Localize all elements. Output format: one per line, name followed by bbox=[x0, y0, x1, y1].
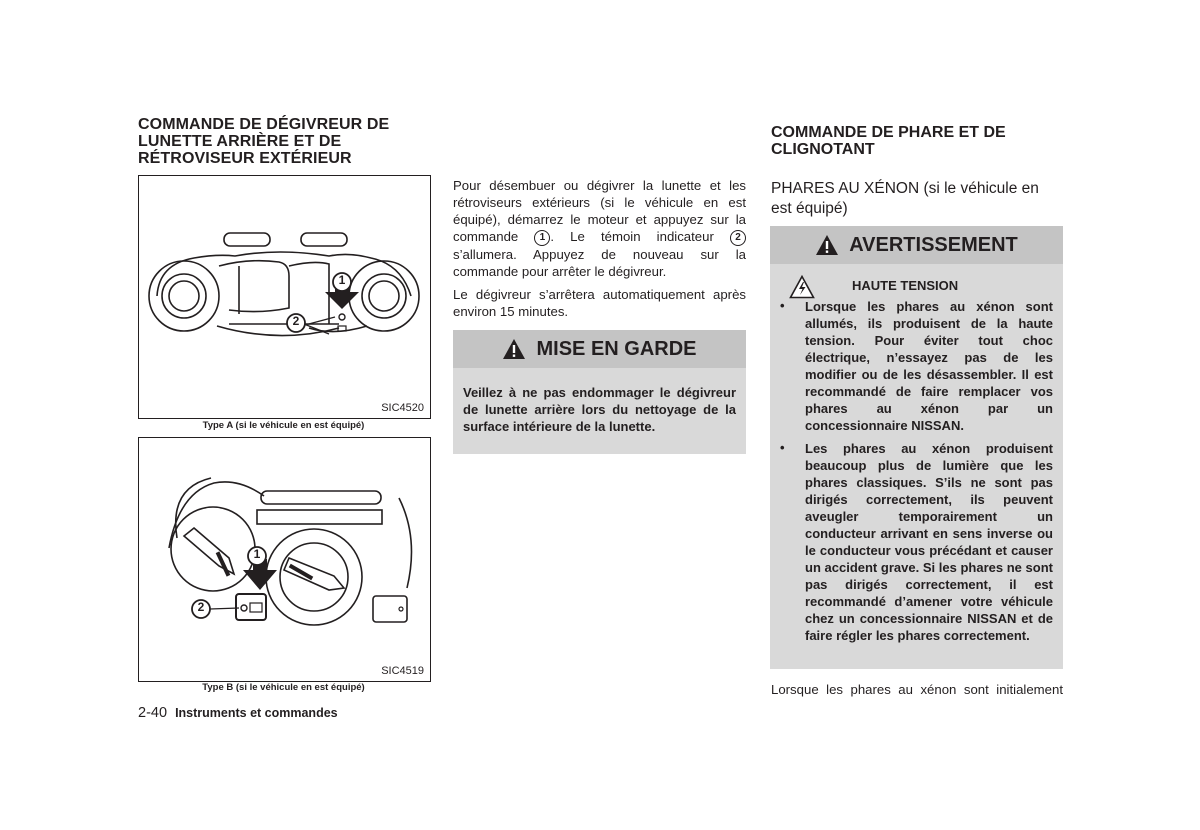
warning-banner bbox=[770, 226, 1063, 264]
instruction-text-2: . Le témoin indicateur bbox=[550, 229, 714, 244]
figure-code: SIC4520 bbox=[381, 402, 424, 414]
callout-ref-2: 2 bbox=[730, 230, 746, 246]
warning-triangle-icon bbox=[815, 234, 839, 256]
section-name: Instruments et commandes bbox=[175, 706, 338, 720]
control-panel-type-b-illustration bbox=[139, 438, 430, 681]
left-heading-line-2: LUNETTE ARRIÈRE ET DE bbox=[138, 133, 342, 150]
figure-type-b bbox=[138, 437, 431, 682]
high-voltage-label: HAUTE TENSION bbox=[852, 278, 959, 293]
figure-b-caption: Type B (si le véhicule en est équipé) bbox=[202, 682, 365, 693]
page-footer bbox=[138, 705, 338, 721]
warning-box bbox=[770, 226, 1063, 669]
instruction-text-3: s’allumera. Appuyez de nouveau sur la commande pour arrêter le dégivreur. bbox=[453, 247, 746, 279]
warning-bullet-1: Lorsque les phares au xénon sont allumés, ils produisent de la haute tension. Pour éviter tout choc électrique, n’essayez pas de les modifier ou de les désassembler. Il est recommandé de faire remplacer vos phares au xénon par un concessionnaire NISSAN. bbox=[805, 299, 1053, 433]
callout-1: 1 bbox=[253, 547, 261, 561]
right-heading-line-2: CLIGNOTANT bbox=[771, 141, 875, 158]
callout-ref-1: 1 bbox=[534, 230, 550, 246]
caution-title: MISE EN GARDE bbox=[536, 337, 697, 360]
left-heading-line-3: RÉTROVISEUR EXTÉRIEUR bbox=[138, 150, 352, 167]
caution-banner bbox=[453, 330, 746, 368]
xenon-subheading: PHARES AU XÉNON (si le véhicule en est équipé) bbox=[771, 180, 1039, 217]
right-section-heading bbox=[771, 124, 1061, 158]
page-number: 2-40 bbox=[138, 705, 168, 721]
caution-text: Veillez à ne pas endommager le dégivreur de lunette arrière lors du nettoyage de la surface intérieure de la lunette. bbox=[463, 385, 736, 434]
bullet-marker: • bbox=[780, 298, 785, 313]
right-heading-line-1: COMMANDE DE PHARE ET DE bbox=[771, 124, 1006, 141]
warning-bullet-2: Les phares au xénon produisent beaucoup plus de lumière que les phares classiques. S’ils ne sont pas dirigés correctement, ils peuvent aveugler temporairement un conducteur arrivant en sens inverse ou le conducteur vous précédant et causer un accident grave. Si les phares ne sont pas dirigés correctement, il est recommandé d’amener votre véhicule chez un concessionnaire NISSAN et de faire régler les phares correctement. bbox=[805, 441, 1053, 643]
warning-title: AVERTISSEMENT bbox=[849, 233, 1018, 256]
auto-off-paragraph: Le dégivreur s’arrêtera automatiquement après environ 15 minutes. bbox=[453, 287, 746, 319]
left-heading-line-1: COMMANDE DE DÉGIVREUR DE bbox=[138, 116, 390, 133]
continuation-text: Lorsque les phares au xénon sont initialement bbox=[771, 682, 1063, 697]
callout-2: 2 bbox=[197, 600, 205, 614]
dashboard-type-a-illustration bbox=[139, 176, 430, 418]
defroster-instructions bbox=[453, 177, 746, 280]
figure-type-a bbox=[138, 175, 431, 419]
bullet-marker: • bbox=[780, 440, 785, 455]
callout-1: 1 bbox=[338, 273, 346, 287]
callout-2: 2 bbox=[292, 314, 300, 328]
caution-box bbox=[453, 330, 746, 454]
high-voltage-icon bbox=[789, 275, 815, 299]
figure-a-caption: Type A (si le véhicule en est équipé) bbox=[202, 420, 365, 431]
left-section-heading bbox=[138, 116, 428, 167]
instruction-text-1: Pour désembuer ou dégivrer la lunette et les rétroviseurs extérieurs (si le véhicule en est équipé), démarrez le moteur et appuyez sur la commande bbox=[453, 178, 746, 244]
warning-triangle-icon bbox=[502, 338, 526, 360]
figure-code: SIC4519 bbox=[381, 665, 424, 677]
